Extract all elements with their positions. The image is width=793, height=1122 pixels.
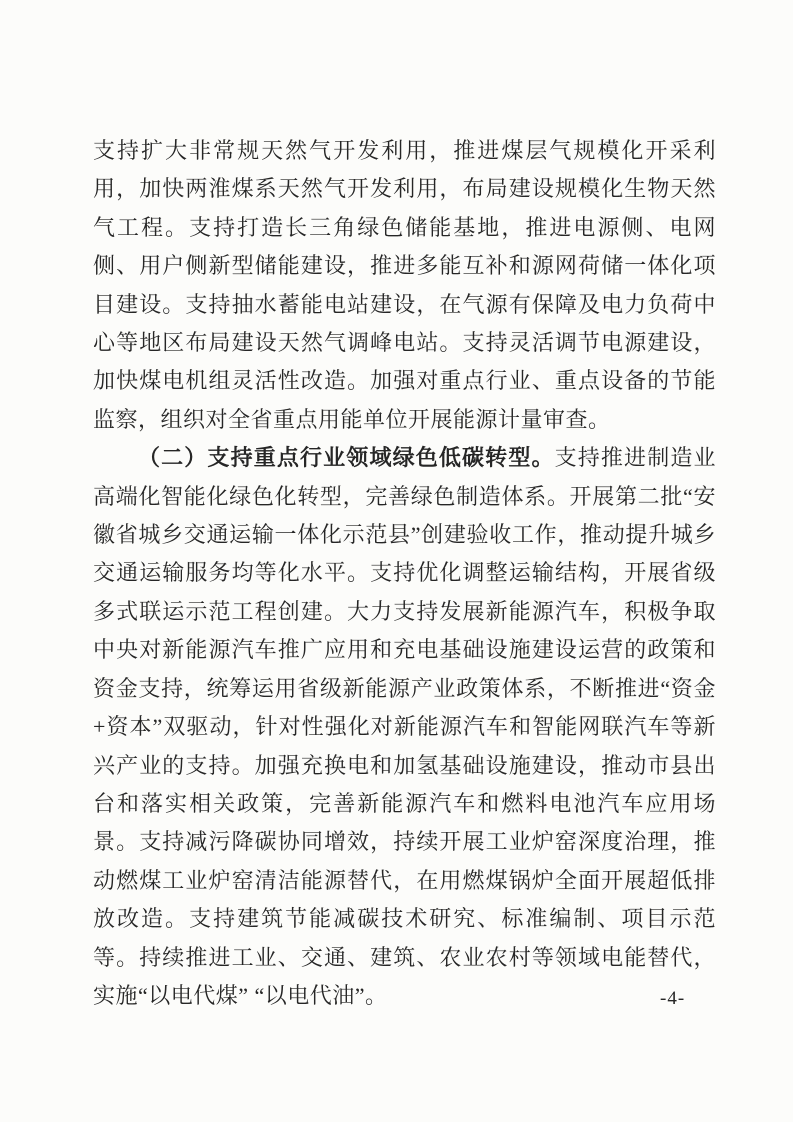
document-body [93, 132, 716, 1015]
page-number: -4- [660, 988, 686, 1009]
paragraph-energy [93, 132, 716, 439]
paragraph-text: 支持扩大非常规天然气开发利用，推进煤层气规模化开采利用，加快两淮煤系天然气开发利用，布局建设规模化生物天然气工程。支持打造长三角绿色储能基地，推进电源侧、电网侧、用户侧新型储能建设，推进多能互补和源网荷储一体化项目建设。支持抽水蓄能电站建设，在气源有保障及电力负荷中心等地区布局建设天然气调峰电站。支持灵活调节电源建设，加快煤电机组灵活性改造。加强对重点行业、重点设备的节能监察，组织对全省重点用能单位开展能源计量审查。 [93, 138, 716, 432]
paragraph-text: 支持推进制造业高端化智能化绿色化转型，完善绿色制造体系。开展第二批“安徽省城乡交通运输一体化示范县”创建验收工作，推动提升城乡交通运输服务均等化水平。支持优化调整运输结构，开展省级多式联运示范工程创建。大力支持发展新能源汽车，积极争取中央对新能源汽车推广应用和充电基础设施建设运营的政策和资金支持，统筹运用省级新能源产业政策体系，不断推进“资金+资本”双驱动，针对性强化对新能源汽车和智能网联汽车等新兴产业的支持。加强充换电和加氢基础设施建设，推动市县出台和落实相关政策，完善新能源汽车和燃料电池汽车应用场景。支持减污降碳协同增效，持续开展工业炉窑深度治理，推动燃煤工业炉窑清洁能源替代，在用燃煤锅炉全面开展超低排放改造。支持建筑节能减碳技术研究、标准编制、项目示范等。持续推进工业、交通、建筑、农业农村等领域电能替代，实施“以电代煤” “以电代油”。 [93, 445, 716, 1008]
paragraph-section-2 [93, 439, 716, 1015]
section-heading: （二）支持重点行业领域绿色低碳转型。 [138, 445, 555, 471]
